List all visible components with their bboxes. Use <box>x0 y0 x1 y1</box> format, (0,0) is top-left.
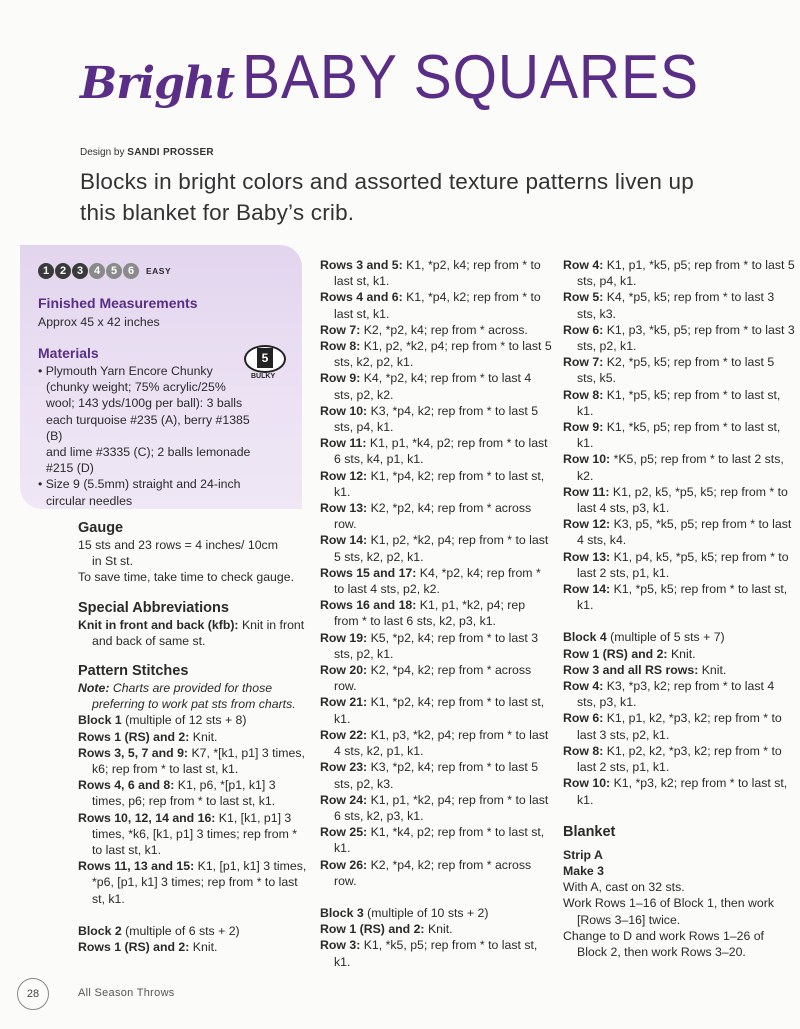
instruction-text: K1, p3, *k5, p5; rep from * to last 3 sts, p2, k1. <box>577 322 795 354</box>
abbreviation-label: Knit in front and back (kfb): <box>78 617 239 632</box>
measurements-text: Approx 45 x 42 inches <box>38 315 160 329</box>
instruction-line <box>320 468 552 500</box>
instruction-text: K1, p2, k2, *p3, k2; rep from * to last 2 sts, p1, k1. <box>577 743 782 775</box>
instruction-line <box>563 387 795 419</box>
text-line: circular needles <box>46 493 133 508</box>
instruction-text: K1, p3, *k2, p4; rep from * to last 4 sts, k2, p1, k1. <box>334 727 549 759</box>
instruction-label: Row 8: <box>320 339 361 354</box>
instruction-text: K2, *p4, k2; rep from * across row. <box>334 663 532 694</box>
instruction-label: Row 3 and all RS rows: <box>563 662 699 677</box>
page-number: 28 <box>17 978 49 1010</box>
instruction-label: Row 5: <box>563 290 604 305</box>
skill-level <box>38 263 171 279</box>
instruction-text: K7, *[k1, p1] 3 times, k6; rep from * to last st, k1. <box>92 745 305 777</box>
instruction-text: K1, *p2, k4; rep from * to last st, k1. <box>334 258 541 289</box>
skill-level-circle: 2 <box>55 263 71 279</box>
instruction-label: Row 19: <box>320 630 368 645</box>
gauge-line: in St st. <box>92 554 134 569</box>
block3-instructions <box>320 905 552 970</box>
instruction-text: K1, p2, *k2, p4; rep from * to last 5 sts, k2, p2, k1. <box>334 339 552 370</box>
yarn-weight-number: 5 <box>257 348 273 368</box>
instruction-text: K1, p4, k5, *p5, k5; rep from * to last 2 sts, p1, k1. <box>577 549 789 580</box>
instruction-line <box>320 792 552 824</box>
intro-text: Blocks in bright colors and assorted texture patterns liven up this blanket for Baby’s crib. <box>80 169 694 225</box>
instruction-text: K3, *p2, k4; rep from * to last 5 sts, p2, k3. <box>334 760 539 791</box>
column-right <box>563 257 795 960</box>
column-left <box>78 520 308 955</box>
instruction-line <box>563 678 795 710</box>
instruction-label: Row 8: <box>563 743 604 758</box>
instruction-text: K1, *p5, k5; rep from * to last st, k1. <box>577 582 788 613</box>
instruction-text: Knit. <box>424 922 453 937</box>
text-line: #215 (D) <box>46 461 94 476</box>
instruction-text: With A, cast on 32 sts. <box>563 880 685 895</box>
instruction-label: Row 7: <box>320 322 361 337</box>
materials-heading: Materials <box>38 345 99 361</box>
instruction-text: K1, p1, *k5, p5; rep from * to last 5 sts, p4, k1. <box>577 258 795 289</box>
instruction-label: Make 3 <box>563 863 605 878</box>
pattern-stitches-heading: Pattern Stitches <box>78 663 189 680</box>
instruction-label: Row 1 (RS) and 2: <box>563 646 668 661</box>
instruction-text: Knit. <box>667 646 696 661</box>
instruction-text: K1, p1, *k2, p4; rep from * to last 6 sts, k2, p3, k1. <box>334 792 549 823</box>
instruction-line <box>320 565 552 597</box>
instruction-label: Row 11: <box>563 484 610 499</box>
instruction-text: Change to D and work Rows 1–26 of Block 2, then work Rows 3–20. <box>563 928 764 959</box>
instruction-line <box>320 727 552 759</box>
instruction-line <box>563 775 795 807</box>
instruction-label: Rows 3 and 5: <box>320 258 403 272</box>
instruction-text: K2, *p2, k4; rep from * across. <box>360 322 528 337</box>
instruction-line <box>563 863 795 879</box>
instruction-line <box>320 500 552 532</box>
instruction-line <box>563 451 795 483</box>
text-line: wool; 143 yds/100g per ball): 3 balls <box>46 396 243 411</box>
instruction-line <box>563 743 795 775</box>
instruction-text: K1, *k5, p5; rep from * to last st, k1. <box>577 420 781 451</box>
instruction-label: Rows 3, 5, 7 and 9: <box>78 745 189 760</box>
instruction-line <box>320 630 552 662</box>
block2-rows <box>320 257 552 889</box>
instruction-text: K1, *p4, k2; rep from * to last st, k1. <box>334 290 541 321</box>
title-accent: Bright <box>80 58 235 109</box>
instruction-line <box>320 857 552 889</box>
instruction-label: Row 6: <box>563 711 604 726</box>
instruction-label: Row 13: <box>563 549 611 564</box>
instruction-text: K1, *p3, k2; rep from * to last st, k1. <box>577 776 788 807</box>
instruction-line <box>563 354 795 386</box>
instruction-line <box>563 662 795 678</box>
instruction-text: K1, p6, *[p1, k1] 3 times, p6; rep from * to last st, k1. <box>92 778 276 809</box>
instruction-text: (multiple of 6 sts + 2) <box>121 923 240 938</box>
instruction-text: Work Rows 1–16 of Block 1, then work [Rows 3–16] twice. <box>563 896 774 927</box>
instruction-line <box>320 289 552 321</box>
instruction-label: Rows 10, 12, 14 and 16: <box>78 810 216 825</box>
instruction-label: Block 3 <box>320 905 364 920</box>
instruction-text: K1, p1, k2, *p3, k2; rep from * to last 3 sts, p2, k1. <box>577 711 782 742</box>
instruction-text: K1, *k4, p2; rep from * to last st, k1. <box>334 825 545 856</box>
blanket-heading: Blanket <box>563 823 616 840</box>
instruction-label: Rows 4, 6 and 8: <box>78 778 175 793</box>
instruction-text: Knit. <box>698 662 727 677</box>
instruction-text: K4, *p2, k4; rep from * to last 4 sts, p2, k2. <box>334 565 541 597</box>
spacer <box>78 586 308 600</box>
instruction-label: Row 12: <box>320 468 368 483</box>
abbreviation-text: Knit in front and back of same st. <box>92 617 305 648</box>
spacer <box>78 907 308 923</box>
instruction-line <box>563 257 795 289</box>
instruction-label: Row 9: <box>563 420 604 435</box>
instruction-label: Row 10: <box>320 403 368 418</box>
instruction-line <box>563 928 795 960</box>
instruction-line <box>320 921 552 937</box>
skill-level-circle: 6 <box>123 263 139 279</box>
materials-list <box>38 363 253 509</box>
instruction-label: Row 8: <box>563 387 604 402</box>
measurements-heading: Finished Measurements <box>38 295 198 311</box>
instruction-line <box>78 712 308 728</box>
instruction-line <box>563 629 795 645</box>
text-line: • Size 9 (5.5mm) straight and 24-inch <box>38 477 241 492</box>
abbreviations-heading: Special Abbreviations <box>78 599 229 616</box>
instruction-label: Row 6: <box>563 322 604 337</box>
instruction-text: K2, *p4, k2; rep from * across row. <box>334 857 532 888</box>
spacer <box>78 649 308 663</box>
instruction-line <box>320 905 552 921</box>
instruction-line <box>78 939 308 955</box>
block2-instructions <box>78 923 308 955</box>
title-main: BABY SQUARES <box>242 43 700 112</box>
instruction-text: K1, p2, *k2, p4; rep from * to last 5 sts, k2, p2, k1. <box>334 533 549 564</box>
instruction-line <box>320 338 552 370</box>
designer-prefix: Design by <box>80 147 125 158</box>
column-middle <box>320 257 552 970</box>
instruction-text: K1, p1, *k4, p2; rep from * to last 6 sts, k4, p1, k1. <box>334 436 548 467</box>
instruction-label: Row 24: <box>320 792 368 807</box>
gauge-heading: Gauge <box>78 520 124 536</box>
instruction-text: (multiple of 10 sts + 2) <box>363 905 489 920</box>
instruction-label: Rows 15 and 17: <box>320 565 417 580</box>
instruction-text: K2, *p2, k4; rep from * across row. <box>334 501 532 532</box>
instruction-line <box>320 694 552 726</box>
instruction-line <box>78 745 308 777</box>
instruction-label: Row 13: <box>320 501 368 516</box>
instruction-label: Row 21: <box>320 695 368 710</box>
instruction-text: K2, *p5, k5; rep from * to last 5 sts, k5. <box>577 355 775 386</box>
instruction-line <box>78 729 308 745</box>
instruction-label: Rows 1 (RS) and 2: <box>78 940 190 955</box>
gauge-text <box>78 537 308 586</box>
gauge-line: 15 sts and 23 rows = 4 inches/ 10cm <box>78 538 278 552</box>
instruction-label: Row 25: <box>320 825 368 840</box>
gauge-line: To save time, take time to check gauge. <box>78 570 294 585</box>
instruction-text: K5, *p2, k4; rep from * to last 3 sts, p2, k1. <box>334 630 539 661</box>
charts-note <box>78 680 308 712</box>
instruction-label: Row 14: <box>563 582 611 597</box>
skill-level-circle: 5 <box>106 263 122 279</box>
instruction-text: (multiple of 12 sts + 8) <box>121 713 247 728</box>
note-label: Note: <box>78 681 110 696</box>
instruction-line <box>563 879 795 895</box>
instruction-line <box>563 646 795 662</box>
instruction-line <box>320 322 552 338</box>
instruction-text: Knit. <box>189 729 218 744</box>
instruction-label: Row 4: <box>563 679 604 694</box>
yarn-weight-label: BULKY <box>251 373 276 380</box>
instruction-label: Row 11: <box>320 436 367 451</box>
instruction-label: Row 12: <box>563 517 611 532</box>
instruction-label: Strip A <box>563 847 603 862</box>
instruction-line <box>563 516 795 548</box>
instruction-label: Row 3: <box>320 938 361 953</box>
instruction-text: K1, *p4, k2; rep from * to last st, k1. <box>334 468 545 499</box>
text-line: each turquoise #235 (A), berry #1385 (B) <box>46 412 250 443</box>
instruction-line <box>320 937 552 969</box>
skill-label: EASY <box>146 266 172 276</box>
abbreviation-kfb <box>78 617 308 649</box>
instruction-line <box>78 923 308 939</box>
spacer <box>563 808 795 824</box>
skill-level-circle: 1 <box>38 263 54 279</box>
instruction-label: Row 22: <box>320 727 368 742</box>
instruction-text: *K5, p5; rep from * to last 2 sts, k2. <box>577 452 784 483</box>
instruction-label: Row 26: <box>320 857 368 872</box>
instruction-line <box>320 597 552 629</box>
instruction-text: K3, *p4, k2; rep from * to last 5 sts, p4, k1. <box>334 403 539 435</box>
instruction-label: Row 4: <box>563 258 604 272</box>
spacer <box>320 889 552 905</box>
block1-instructions <box>78 712 308 906</box>
instruction-line <box>78 810 308 859</box>
instruction-line <box>563 289 795 321</box>
instruction-line <box>563 581 795 613</box>
spacer <box>563 613 795 629</box>
instruction-text: K4, *p5, k5; rep from * to last 3 sts, k3. <box>577 290 775 321</box>
instruction-line <box>563 322 795 354</box>
instruction-label: Row 20: <box>320 663 368 678</box>
text-line: and lime #3335 (C); 2 balls lemonade <box>46 445 251 460</box>
instruction-label: Row 7: <box>563 355 604 370</box>
text-line: • Plymouth Yarn Encore Chunky <box>38 364 213 378</box>
instruction-line <box>320 435 552 467</box>
text-line: (chunky weight; 75% acrylic/25% <box>46 380 226 395</box>
instruction-line <box>320 759 552 791</box>
note-text: Charts are provided for those preferring to work pat sts from charts. <box>92 681 296 712</box>
block4-instructions <box>563 629 795 807</box>
instruction-label: Block 1 <box>78 713 122 728</box>
instruction-label: Block 4 <box>563 630 607 645</box>
instruction-label: Rows 16 and 18: <box>320 598 417 613</box>
instruction-label: Rows 1 (RS) and 2: <box>78 729 190 744</box>
instruction-text: K1, *p5, k5; rep from * to last st, k1. <box>577 387 781 418</box>
instruction-line <box>563 847 795 863</box>
instruction-text: K4, *p2, k4; rep from * to last 4 sts, p2, k2. <box>334 371 532 402</box>
block3-rows <box>563 257 795 613</box>
skill-circles <box>38 263 140 279</box>
instruction-label: Row 14: <box>320 533 368 548</box>
instruction-line <box>320 370 552 402</box>
instruction-label: Row 23: <box>320 760 368 775</box>
instruction-label: Row 10: <box>563 452 611 467</box>
instruction-text: K1, *k5, p5; rep from * to last st, k1. <box>334 938 538 969</box>
instruction-line <box>563 549 795 581</box>
instruction-text: K1, p2, k5, *p5, k5; rep from * to last 4 sts, p3, k1. <box>577 484 788 516</box>
instruction-label: Row 1 (RS) and 2: <box>320 922 425 937</box>
footer-text: All Season Throws <box>78 987 175 999</box>
instruction-text: Knit. <box>189 940 218 955</box>
instruction-line <box>320 403 552 435</box>
instruction-text: K1, p1, *k2, p4; rep from * to last 6 sts, k2, p3, k1. <box>334 598 526 629</box>
instruction-line <box>563 484 795 516</box>
instruction-label: Row 9: <box>320 371 361 386</box>
instruction-line <box>563 710 795 742</box>
designer-name: SANDI PROSSER <box>127 147 214 158</box>
info-box <box>20 245 302 509</box>
instruction-line <box>320 257 552 289</box>
instruction-label: Rows 4 and 6: <box>320 290 403 305</box>
instruction-text: K3, p5, *k5, p5; rep from * to last 4 sts, k4. <box>577 517 792 548</box>
instruction-text: (multiple of 5 sts + 7) <box>606 630 725 645</box>
instruction-line <box>563 419 795 451</box>
instruction-text: K1, [k1, p1] 3 times, *k6, [k1, p1] 3 times; rep from * to last st, k1. <box>92 810 298 858</box>
instruction-label: Row 10: <box>563 776 611 791</box>
skill-level-circle: 4 <box>89 263 105 279</box>
instruction-line <box>320 532 552 564</box>
designer-credit <box>80 147 214 158</box>
instruction-text: K3, *p3, k2; rep from * to last 4 sts, p3, k1. <box>577 679 775 710</box>
instruction-line <box>78 777 308 809</box>
blanket-instructions <box>563 847 795 960</box>
instruction-line <box>78 858 308 907</box>
instruction-text: K1, [p1, k1] 3 times, *p6, [p1, k1] 3 times; rep from * to last st, k1. <box>92 859 307 906</box>
instruction-label: Rows 11, 13 and 15: <box>78 859 195 874</box>
instruction-text: K1, *p2, k4; rep from * to last st, k1. <box>334 695 545 726</box>
skill-level-circle: 3 <box>72 263 88 279</box>
instruction-label: Block 2 <box>78 923 122 938</box>
instruction-line <box>320 662 552 694</box>
instruction-line <box>563 895 795 927</box>
page-title <box>80 42 739 113</box>
instruction-line <box>320 824 552 856</box>
